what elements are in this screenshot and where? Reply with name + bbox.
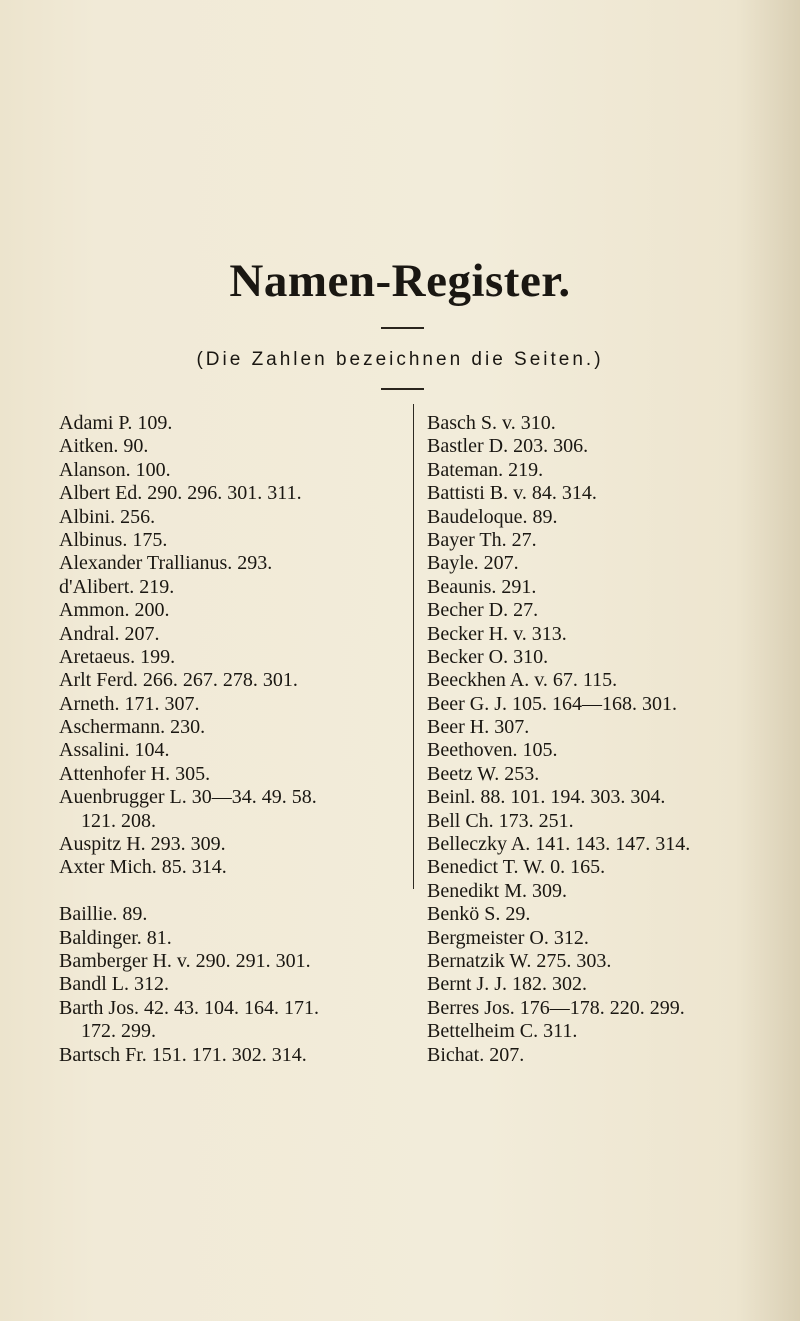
index-entry: Belleczky A. 141. 143. 147. 314. <box>427 833 691 856</box>
index-entry: Alexander Trallianus. 293. <box>59 552 273 575</box>
index-entry: Beer G. J. 105. 164—168. 301. <box>427 692 677 715</box>
index-entry: Arneth. 171. 307. <box>59 692 200 715</box>
index-entry: Adami P. 109. <box>59 412 173 434</box>
index-entry: Axter Mich. 85. 314. <box>59 856 227 879</box>
index-entry: Battisti B. v. 84. 314. <box>427 482 597 505</box>
index-entry: Aitken. 90. <box>59 435 149 458</box>
title-rule <box>381 327 424 329</box>
column-divider <box>413 404 414 889</box>
index-entry: Baillie. 89. <box>59 903 148 926</box>
index-entry: Bartsch Fr. 151. 171. 302. 314. <box>59 1043 307 1066</box>
index-entry: Beaunis. 291. <box>427 575 537 598</box>
index-entry: Bergmeister O. 312. <box>427 926 589 949</box>
index-entry: Beeckhen A. v. 67. 115. <box>427 669 618 692</box>
index-entry: Auenbrugger L. 30—34. 49. 58. <box>59 786 317 809</box>
index-entry: Berres Jos. 176—178. 220. 299. <box>427 996 685 1019</box>
index-entry: Beer H. 307. <box>427 716 530 739</box>
index-entry: Bamberger H. v. 290. 291. 301. <box>59 949 311 972</box>
index-entry: Aretaeus. 199. <box>59 645 176 668</box>
index-entry: Becker H. v. 313. <box>427 622 567 645</box>
index-entry: Albini. 256. <box>59 505 156 528</box>
index-entry-continuation: 172. 299. <box>81 1020 156 1043</box>
index-entry: Barth Jos. 42. 43. 104. 164. 171. <box>59 996 319 1019</box>
index-entry: Beetz W. 253. <box>427 762 540 785</box>
index-entry: Bayle. 207. <box>427 552 519 575</box>
index-entry: d'Alibert. 219. <box>59 575 175 598</box>
page-title: Namen-Register. <box>229 255 571 307</box>
index-entry: Beinl. 88. 101. 194. 303. 304. <box>427 786 666 809</box>
index-entry: Bichat. 207. <box>427 1043 525 1066</box>
index-entry: Andral. 207. <box>59 622 160 645</box>
page-subtitle: (Die Zahlen bezeichnen die Seiten.) <box>196 349 604 370</box>
index-entry: Bell Ch. 173. 251. <box>427 809 574 832</box>
index-entry: Attenhofer H. 305. <box>59 762 211 785</box>
index-entry: Albert Ed. 290. 296. 301. 311. <box>59 482 302 505</box>
left-column <box>59 412 319 1067</box>
index-entry: Bastler D. 203. 306. <box>427 435 589 458</box>
index-entry: Albinus. 175. <box>59 528 168 551</box>
index-entry: Arlt Ferd. 266. 267. 278. 301. <box>59 669 298 692</box>
index-entry-continuation: 121. 208. <box>81 809 156 832</box>
index-entry: Bernatzik W. 275. 303. <box>427 949 612 972</box>
index-entry: Bandl L. 312. <box>59 973 169 996</box>
index-entry: Benkö S. 29. <box>427 903 531 926</box>
index-entry: Auspitz H. 293. 309. <box>59 833 226 856</box>
index-entry: Bettelheim C. 311. <box>427 1020 578 1043</box>
index-entry: Becher D. 27. <box>427 599 539 622</box>
index-entry: Baudeloque. 89. <box>427 505 558 528</box>
index-entry: Bayer Th. 27. <box>427 528 537 551</box>
index-entry: Baldinger. 81. <box>59 926 172 949</box>
subtitle-rule <box>381 388 424 390</box>
index-entry: Ammon. 200. <box>59 599 170 622</box>
index-entry: Benedikt M. 309. <box>427 879 567 902</box>
index-entry: Assalini. 104. <box>59 739 170 762</box>
index-entry: Benedict T. W. 0. 165. <box>427 856 606 879</box>
index-entry: Aschermann. 230. <box>59 716 206 739</box>
index-entry: Becker O. 310. <box>427 645 549 668</box>
index-entry: Beethoven. 105. <box>427 739 558 762</box>
index-entry: Basch S. v. 310. <box>427 412 556 434</box>
index-entry: Bernt J. J. 182. 302. <box>427 973 587 996</box>
index-entry: Bateman. 219. <box>427 458 544 481</box>
right-column <box>427 412 690 1067</box>
index-entry: Alanson. 100. <box>59 458 171 481</box>
